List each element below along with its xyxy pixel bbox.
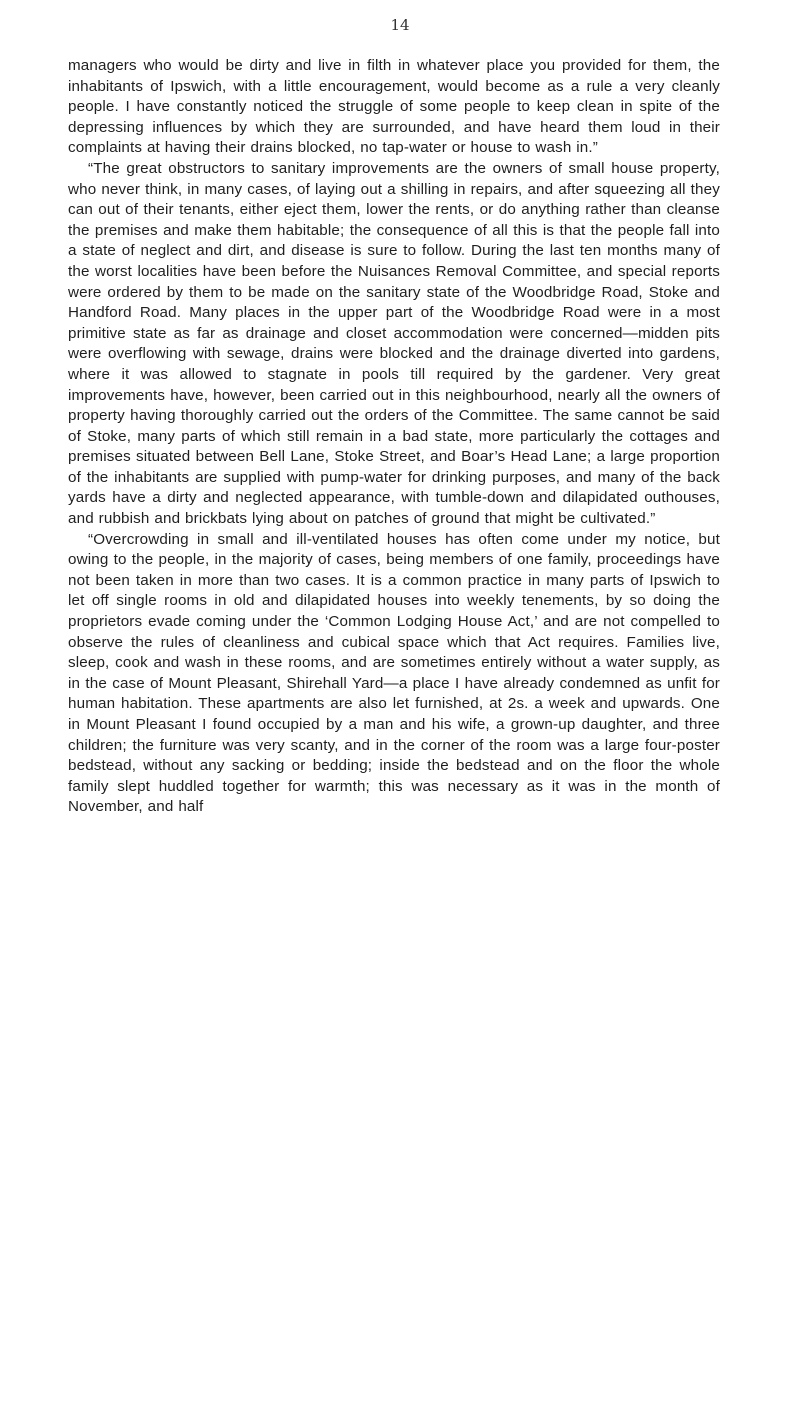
page-number: 14 [390, 16, 410, 34]
paragraph-continuation: managers who would be dirty and live in filth in whatever place you provided for them, the inhabitants of Ipswich, with a little encouragement, would become as a rule a very cleanly people. I have constantly noticed the struggle of some people to keep clean in spite of the depressing influences by which they are surrounded, and have heard them loud in their complaints at having their drains blocked, no tap-water or house to wash in.” [68, 57, 720, 157]
paragraph-obstructors: “The great obstructors to sanitary improvements are the owners of small house property, who never think, in many cases, of laying out a shilling in repairs, and after squeezing all they can out of their tenants, either eject them, lower the rents, or do anything rather than cleanse the premises and make them habitable; the consequence of all this is that the people fall into a state of neglect and dirt, and disease is sure to follow. During the last ten months many of the worst localities have been before the Nuisances Removal Committee, and special reports were ordered by them to be made on the sanitary state of the Woodbridge Road, Stoke and Handford Road. Many places in the upper part of the Woodbridge Road were in a most primitive state as far as drainage and closet accommodation were concerned—midden pits were overflowing with sewage, drains were blocked and the drainage diverted into gardens, where it was allowed to stagnate in pools till required by the gardener. Very great improvements have, however, been carried out in this neighbourhood, nearly all the owners of property having thoroughly carried out the orders of the Committee. The same cannot be said of Stoke, many parts of which still remain in a bad state, more particularly the cottages and premises situated between Bell Lane, Stoke Street, and Boar’s Head Lane; a large proportion of the inhabitants are supplied with pump-water for drinking purposes, and many of the back yards have a dirty and neglected appearance, with tumble-down and dilapidated outhouses, and rubbish and brickbats lying about on patches of ground that might be cultivated.” [68, 159, 720, 528]
body-text [68, 56, 720, 818]
paragraph-overcrowding: “Overcrowding in small and ill-ventilated houses has often come under my notice, but owing to the people, in the majority of cases, being members of one family, proceedings have not been taken in more than two cases. It is a common practice in many parts of Ipswich to let off single rooms in old and dilapidated houses into weekly tenements, by so doing the proprietors evade coming under the ‘Common Lodging House Act,’ and are not compelled to observe the rules of cleanliness and cubical space which that Act requires. Families live, sleep, cook and wash in these rooms, and are sometimes entirely without a water supply, as in the case of Mount Pleasant, Shirehall Yard—a place I have already condemned as unfit for human habitation. These apartments are also let furnished, at 2s. a week and upwards. One in Mount Pleasant I found occupied by a man and his wife, a grown-up daughter, and three children; the furniture was very scanty, and in the corner of the room was a large four-poster bedstead, without any sacking or bedding; inside the bedstead and on the floor the whole family slept huddled together for warmth; this was necessary as it was in the month of November, and half [68, 530, 720, 816]
